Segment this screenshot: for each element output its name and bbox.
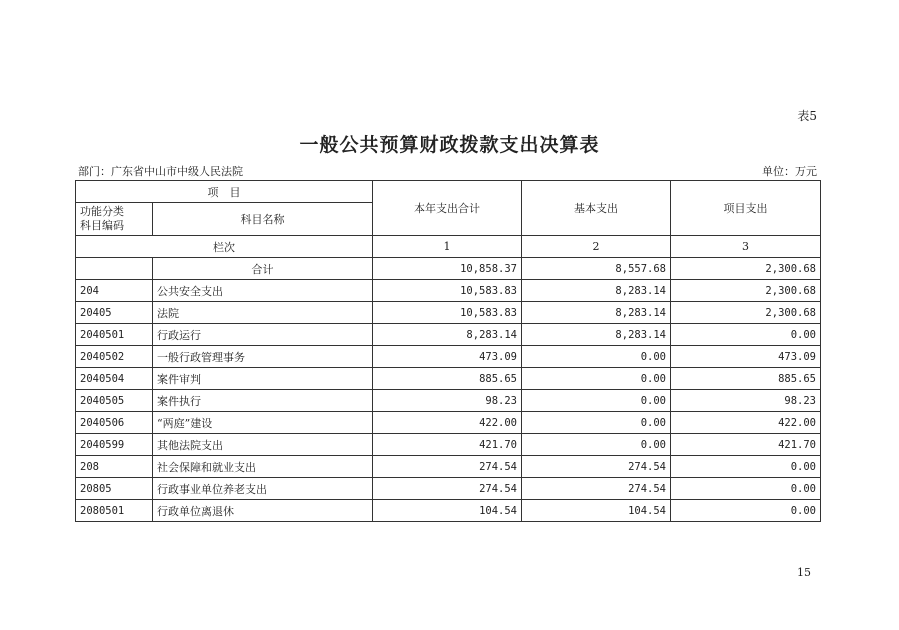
project-header: 项 目 [76, 181, 373, 203]
table-number: 表5 [797, 109, 817, 123]
column-index-3: 3 [671, 236, 821, 258]
table-row [76, 324, 821, 346]
project-expense-cell: 422.00 [671, 412, 821, 434]
total-cell: 10,583.83 [373, 280, 522, 302]
column-index-1: 1 [373, 236, 522, 258]
total-cell: 274.54 [373, 456, 522, 478]
total-cell: 104.54 [373, 500, 522, 522]
project-expense-cell: 2,300.68 [671, 258, 821, 280]
project-expense-header: 项目支出 [671, 181, 821, 236]
project-expense-cell: 885.65 [671, 368, 821, 390]
total-cell: 885.65 [373, 368, 522, 390]
column-index-row [76, 236, 821, 258]
total-header: 本年支出合计 [373, 181, 522, 236]
project-expense-cell: 2,300.68 [671, 302, 821, 324]
basic-cell: 274.54 [522, 456, 671, 478]
func-code-cell: 20805 [76, 478, 153, 500]
basic-cell: 0.00 [522, 368, 671, 390]
basic-cell: 8,557.68 [522, 258, 671, 280]
department-label: 部门：广东省中山市中级人民法院 [78, 165, 243, 178]
page-number: 15 [797, 566, 811, 579]
table-row [76, 302, 821, 324]
project-expense-cell: 98.23 [671, 390, 821, 412]
project-expense-cell: 473.09 [671, 346, 821, 368]
table-row [76, 258, 821, 280]
total-cell: 422.00 [373, 412, 522, 434]
func-code-cell: 2040505 [76, 390, 153, 412]
func-code-cell: 2080501 [76, 500, 153, 522]
total-cell: 98.23 [373, 390, 522, 412]
func-code-cell: 204 [76, 280, 153, 302]
column-index-2: 2 [522, 236, 671, 258]
func-code-line1: 功能分类 [80, 205, 124, 218]
subject-name-header: 科目名称 [153, 203, 373, 236]
basic-cell: 8,283.14 [522, 302, 671, 324]
table-row [76, 346, 821, 368]
func-code-cell [76, 258, 153, 280]
subject-name-cell: 其他法院支出 [153, 434, 373, 456]
project-expense-cell: 421.70 [671, 434, 821, 456]
func-code-cell: 2040502 [76, 346, 153, 368]
func-code-cell: 2040506 [76, 412, 153, 434]
func-code-header [76, 203, 153, 236]
table-row [76, 412, 821, 434]
subject-name-cell: 案件审判 [153, 368, 373, 390]
header-row-1 [76, 181, 821, 203]
subject-name-cell: 案件执行 [153, 390, 373, 412]
basic-cell: 274.54 [522, 478, 671, 500]
table-row [76, 434, 821, 456]
basic-cell: 8,283.14 [522, 324, 671, 346]
project-expense-cell: 2,300.68 [671, 280, 821, 302]
total-cell: 421.70 [373, 434, 522, 456]
subject-name-cell: 行政事业单位养老支出 [153, 478, 373, 500]
func-code-cell: 2040599 [76, 434, 153, 456]
table-row [76, 280, 821, 302]
func-code-cell: 2040504 [76, 368, 153, 390]
func-code-line2: 科目编码 [80, 219, 124, 232]
subject-name-cell: 行政单位离退休 [153, 500, 373, 522]
func-code-cell: 2040501 [76, 324, 153, 346]
unit-label: 单位：万元 [762, 165, 817, 178]
subject-name-cell: 法院 [153, 302, 373, 324]
total-cell: 473.09 [373, 346, 522, 368]
subject-name-cell: 社会保障和就业支出 [153, 456, 373, 478]
project-expense-cell: 0.00 [671, 456, 821, 478]
table-row [76, 500, 821, 522]
project-expense-cell: 0.00 [671, 478, 821, 500]
subject-name-cell: 合计 [153, 258, 373, 280]
page-title: 一般公共预算财政拨款支出决算表 [299, 134, 600, 156]
total-cell: 274.54 [373, 478, 522, 500]
table-row [76, 390, 821, 412]
project-expense-cell: 0.00 [671, 500, 821, 522]
basic-cell: 104.54 [522, 500, 671, 522]
total-cell: 10,583.83 [373, 302, 522, 324]
total-cell: 10,858.37 [373, 258, 522, 280]
column-index-label: 栏次 [76, 236, 373, 258]
table-row [76, 368, 821, 390]
basic-cell: 0.00 [522, 390, 671, 412]
expenditure-table [75, 180, 821, 522]
basic-cell: 0.00 [522, 434, 671, 456]
table-row [76, 456, 821, 478]
func-code-cell: 20405 [76, 302, 153, 324]
total-cell: 8,283.14 [373, 324, 522, 346]
func-code-cell: 208 [76, 456, 153, 478]
subject-name-cell: “两庭”建设 [153, 412, 373, 434]
subject-name-cell: 一般行政管理事务 [153, 346, 373, 368]
project-expense-cell: 0.00 [671, 324, 821, 346]
basic-header: 基本支出 [522, 181, 671, 236]
basic-cell: 0.00 [522, 412, 671, 434]
table-row [76, 478, 821, 500]
basic-cell: 8,283.14 [522, 280, 671, 302]
subject-name-cell: 行政运行 [153, 324, 373, 346]
basic-cell: 0.00 [522, 346, 671, 368]
subject-name-cell: 公共安全支出 [153, 280, 373, 302]
